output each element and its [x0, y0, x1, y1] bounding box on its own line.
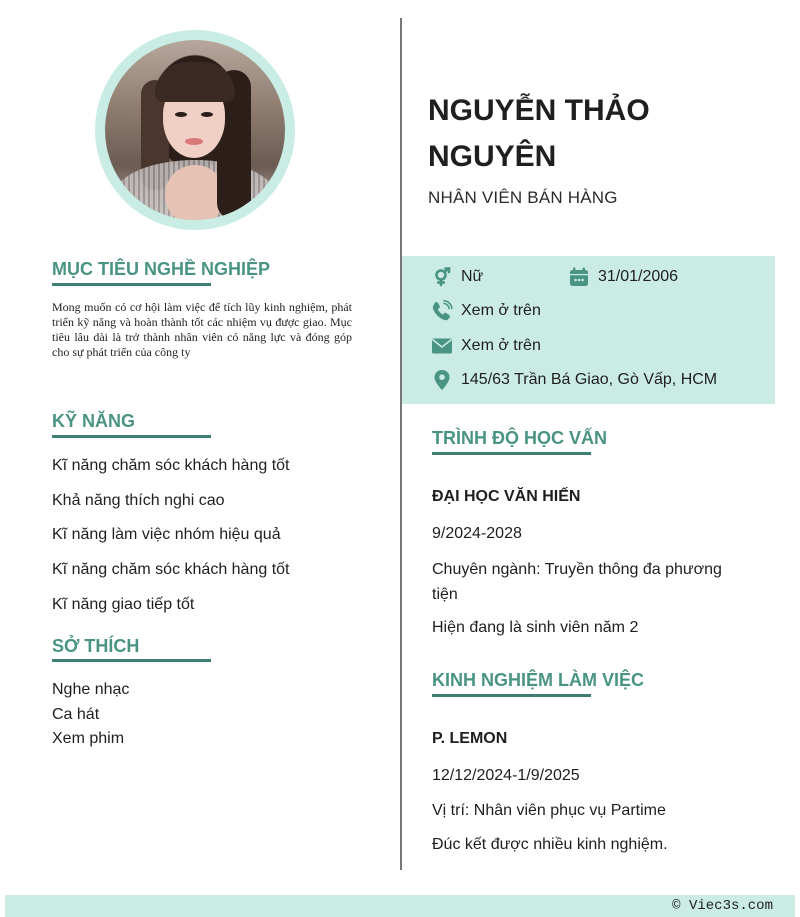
footer-bar — [5, 895, 795, 917]
birthday-value: 31/01/2006 — [598, 268, 679, 285]
skill-item: Khả năng thích nghi cao — [52, 492, 225, 509]
column-divider — [400, 18, 402, 870]
calendar-icon — [568, 266, 590, 288]
skill-item: Kĩ năng chăm sóc khách hàng tốt — [52, 457, 290, 474]
experience-heading-underline — [432, 694, 591, 697]
photo-detail — [185, 138, 203, 145]
skill-item: Kĩ năng làm việc nhóm hiệu quả — [52, 526, 281, 543]
hobbies-heading: SỞ THÍCH — [52, 636, 140, 656]
address-value: 145/63 Trần Bá Giao, Gò Vấp, HCM — [461, 371, 718, 388]
email-value: Xem ở trên — [461, 337, 541, 354]
candidate-name-line2: NGUYÊN — [428, 140, 557, 173]
education-heading-underline — [432, 452, 591, 455]
experience-position: Vị trí: Nhân viên phục vụ Partime — [432, 802, 666, 819]
objective-heading: MỤC TIÊU NGHỀ NGHIỆP — [52, 259, 271, 279]
avatar — [95, 30, 295, 230]
education-heading: TRÌNH ĐỘ HỌC VẤN — [432, 428, 607, 448]
photo-detail — [201, 112, 213, 117]
experience-period: 12/12/2024-1/9/2025 — [432, 767, 580, 784]
hobby-item: Nghe nhạc — [52, 681, 130, 698]
avatar-photo — [105, 40, 285, 220]
education-period: 9/2024-2028 — [432, 525, 522, 542]
candidate-name-line1: NGUYỄN THẢO — [428, 94, 650, 127]
skills-heading: KỸ NĂNG — [52, 411, 136, 431]
candidate-name — [428, 88, 768, 180]
education-major: Chuyên ngành: Truyền thông đa phương tiện — [432, 561, 722, 603]
mail-icon — [431, 335, 453, 357]
gender-icon — [431, 266, 453, 288]
contact-birthday — [568, 266, 678, 288]
phone-icon — [431, 300, 453, 322]
hobbies-heading-underline — [52, 659, 211, 662]
hobby-item: Ca hát — [52, 706, 100, 723]
contact-address — [431, 369, 717, 391]
skills-heading-underline — [52, 435, 211, 438]
contact-email — [431, 335, 541, 357]
education-status: Hiện đang là sinh viên năm 2 — [432, 619, 639, 636]
objective-text: Mong muốn có cơ hội làm việc để tích lũy kinh nghiệm, phát triển kỹ năng và hoàn thành tốt các nhiệm vụ được giao. Mục tiêu lâu dài là trở thành nhân viên có năng lực và đóng góp cho sự phát triển của công ty — [52, 300, 352, 359]
phone-value: Xem ở trên — [461, 302, 541, 319]
job-title: NHÂN VIÊN BÁN HÀNG — [428, 188, 618, 207]
photo-detail — [155, 62, 235, 102]
contact-gender — [431, 266, 483, 288]
footer-copyright: © Viec3s.com — [672, 898, 773, 914]
contact-phone — [431, 300, 541, 322]
skill-item: Kĩ năng chăm sóc khách hàng tốt — [52, 561, 290, 578]
company-name: P. LEMON — [432, 730, 508, 747]
photo-detail — [175, 112, 187, 117]
experience-heading: KINH NGHIỆM LÀM VIỆC — [432, 670, 645, 690]
hobby-item: Xem phim — [52, 730, 125, 747]
skill-item: Kĩ năng giao tiếp tốt — [52, 596, 195, 613]
photo-detail — [165, 165, 225, 220]
location-pin-icon — [431, 369, 453, 391]
objective-heading-underline — [52, 283, 211, 286]
gender-value: Nữ — [461, 268, 484, 285]
school-name: ĐẠI HỌC VĂN HIẾN — [432, 488, 581, 505]
experience-note: Đúc kết được nhiều kinh nghiệm. — [432, 836, 668, 853]
